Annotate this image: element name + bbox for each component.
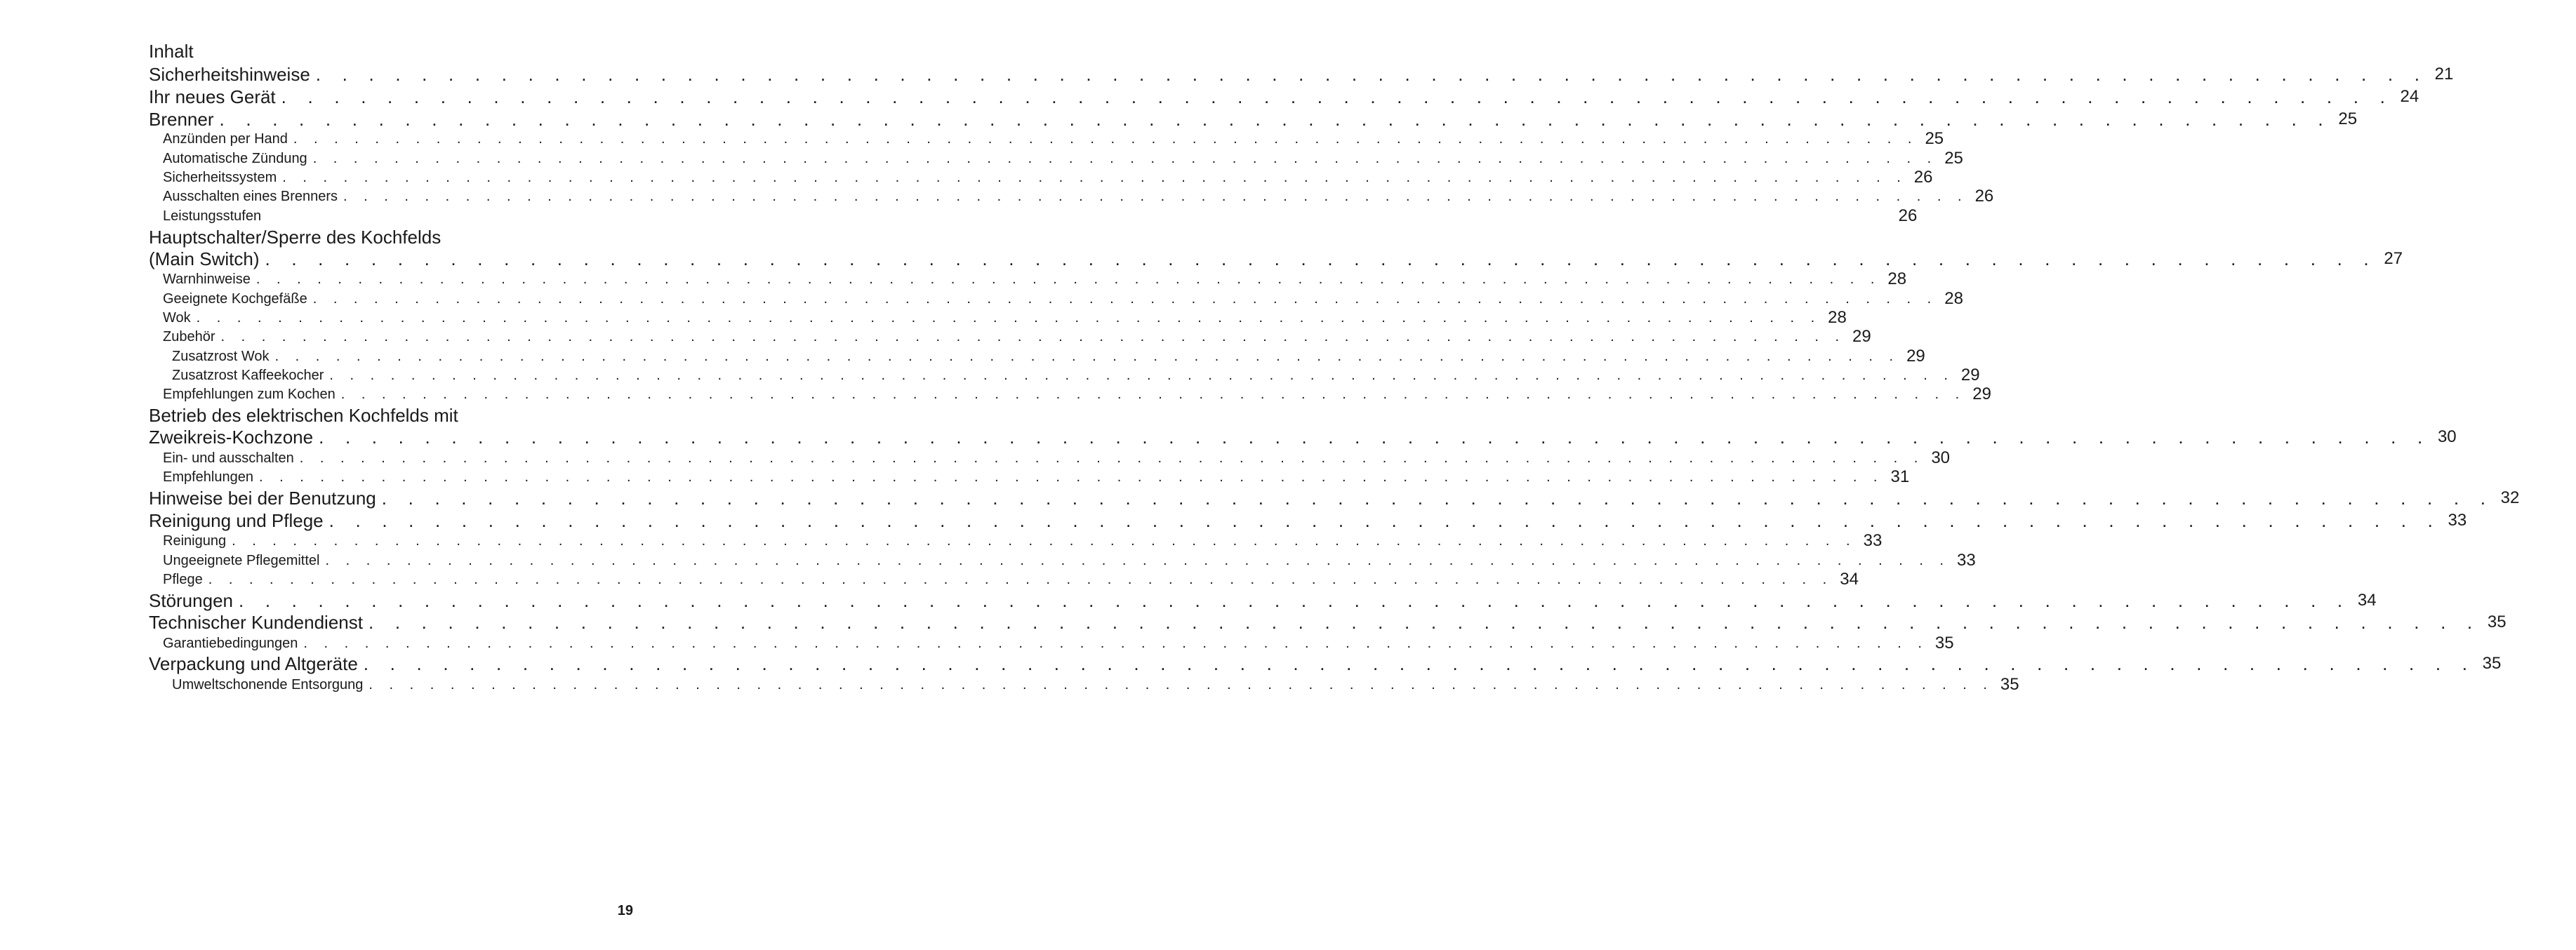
toc-entry-label: Störungen — [149, 589, 233, 611]
toc-entry-page: 35 — [2487, 613, 2507, 631]
toc-entry — [163, 383, 1991, 406]
dot-leader: . . . . . . . . . . . . . . . . . . . . . . . . . . . . . . . . . . . . . . . . . . . . . . . . . . . . . . . . . . . . . . . . . . . . . . . . . . . . . . . . — [265, 248, 2377, 269]
dot-leader: . . . . . . . . . . . . . . . . . . . . . . . . . . . . . . . . . . . . . . . . . . . . . . . . . . . . . . . . . . . . . . . . . . . . . . . . . . . . . . . . — [220, 328, 1846, 344]
toc-entry-page: 30 — [2437, 427, 2457, 446]
toc-entry-label: Sicherheitssystem — [163, 169, 277, 185]
toc-entry-label: Umweltschonende Entsorgung — [172, 676, 364, 693]
toc-entry-page: 26 — [1913, 168, 1933, 187]
toc-entry — [163, 205, 1918, 227]
toc-entry-page: 35 — [1934, 634, 1954, 653]
toc-entry-page: 35 — [2482, 654, 2502, 673]
toc-entry-label: Technischer Kundendienst — [149, 611, 363, 633]
toc-entry — [163, 568, 1859, 591]
toc-entry — [149, 63, 2454, 86]
toc-entry-label: Verpackung und Altgeräte — [149, 653, 358, 674]
table-of-contents — [149, 0, 2520, 772]
page-number: 19 — [617, 903, 633, 918]
toc-entry-page: 21 — [2434, 65, 2454, 83]
toc-entry-page: 26 — [1898, 206, 1918, 225]
toc-entry-label: Pflege — [163, 571, 203, 587]
toc-entry-page: 34 — [2357, 591, 2377, 610]
toc-entry-label: Garantiebedingungen — [163, 635, 298, 651]
toc-entry-page: 33 — [1863, 531, 1883, 550]
toc-entry-label: Ausschalten eines Brenners — [163, 188, 338, 204]
toc-entry-page: 35 — [2000, 675, 2019, 694]
toc-entry-label: Zusatzrost Wok — [172, 348, 270, 364]
toc-entry — [149, 404, 533, 427]
toc-entry-label: Automatische Zündung — [163, 150, 307, 166]
toc-entry-label: Leistungsstufen — [163, 208, 262, 224]
dot-leader: . . . . . . . . . . . . . . . . . . . . . . . . . . . . . . . . . . . . . . . . . . . . . . . . . . . . . . . . . . . . . . . . . . . . . . . . . . . . . . . . — [255, 271, 1881, 287]
toc-entry-label: Warnhinweise — [163, 271, 251, 287]
toc-entry-page: 33 — [1957, 551, 1976, 570]
toc-entry-label: Brenner — [149, 108, 214, 130]
dot-leader: . . . . . . . . . . . . . . . . . . . . . . . . . . . . . . . . . . . . . . . . . . . . . . . . . . . . . . . . . . . . . . . . . . . . . . . . . . . . . . . . — [281, 86, 2394, 107]
toc-entry-page: 27 — [2384, 249, 2403, 268]
toc-entry-label: Betrieb des elektrischen Kochfelds mit — [149, 404, 458, 426]
dot-leader: . . . . . . . . . . . . . . . . . . . . . . . . . . . . . . . . . . . . . . . . . . . . . . . . . . . . . . . . . . . . . . . . . . . . . . . . . . . . . . . . — [312, 150, 1938, 166]
dot-leader: . . . . . . . . . . . . . . . . . . . . . . . . . . . . . . . . . . . . . . . . . . . . . . . . . . . . . . . . . . . . . . . . . . . . . . . . . . . . . . . . — [219, 108, 2332, 130]
toc-entry-page: 32 — [2500, 488, 2520, 507]
toc-entry-page: 33 — [2448, 511, 2467, 530]
dot-leader: . . . . . . . . . . . . . . . . . . . . . . . . . . . . . . . . . . . . . . . . . . . . . . . . . . . . . . . . . . . . . . . . . . . . . . . . . . . . . . . . — [208, 571, 1833, 587]
dot-leader: . . . . . . . . . . . . . . . . . . . . . . . . . . . . . . . . . . . . . . . . . . . . . . . . . . . . . . . . . . . . . . . . . . . . . . . . . . . . . . . . — [258, 469, 1884, 485]
toc-entry-label: Empfehlungen zum Kochen — [163, 386, 336, 402]
dot-leader: . . . . . . . . . . . . . . . . . . . . . . . . . . . . . . . . . . . . . . . . . . . . . . . . . . . . . . . . . . . . . . . . . . . . . . . . . . . . . . . . — [319, 426, 2431, 448]
dot-leader: . . . . . . . . . . . . . . . . . . . . . . . . . . . . . . . . . . . . . . . . . . . . . . . . . . . . . . . . . . . . . . . . . . . . . . . . . . . . . . . . — [299, 450, 1925, 466]
dot-leader: . . . . . . . . . . . . . . . . . . . . . . . . . . . . . . . . . . . . . . . . . . . . . . . . . . . . . . . . . . . . . . . . . . . . . . . . . . . . . . . . — [196, 309, 1821, 326]
toc-entry — [149, 248, 2403, 270]
toc-entry-page: 24 — [2400, 87, 2419, 106]
dot-leader: . . . . . . . . . . . . . . . . . . . . . . . . . . . . . . . . . . . . . . . . . . . . . . . . . . . . . . . . . . . . . . . . . . . . . . . . . . . . . . . . — [343, 188, 1968, 204]
toc-entry-label: Reinigung — [163, 533, 227, 549]
toc-entry — [149, 226, 533, 248]
toc-entry-page: 25 — [1944, 149, 1963, 168]
toc-entry-label: (Main Switch) — [149, 248, 260, 269]
dot-leader: . . . . . . . . . . . . . . . . . . . . . . . . . . . . . . . . . . . . . . . . . . . . . . . . . . . . . . . . . . . . . . . . . . . . . . . . . . . . . . . . — [381, 487, 2494, 509]
toc-entry-page: 25 — [2338, 109, 2358, 128]
dot-leader: . . . . . . . . . . . . . . . . . . . . . . . . . . . . . . . . . . . . . . . . . . . . . . . . . . . . . . . . . . . . . . . . . . . . . . . . . . . . . . . . — [369, 676, 1993, 693]
toc-entry — [149, 86, 2419, 108]
toc-entry-label: Anzünden per Hand — [163, 131, 288, 147]
toc-entry-page: 28 — [1887, 269, 1907, 288]
toc-entry-label: Hauptschalter/Sperre des Kochfelds — [149, 226, 441, 248]
dot-leader: . . . . . . . . . . . . . . . . . . . . . . . . . . . . . . . . . . . . . . . . . . . . . . . . . . . . . . . . . . . . . . . . . . . . . . . . . . . . . . . . — [293, 131, 1918, 147]
toc-entry-page: 31 — [1890, 467, 1910, 486]
dot-leader: . . . . . . . . . . . . . . . . . . . . . . . . . . . . . . . . . . . . . . . . . . . . . . . . . . . . . . . . . . . . . . . . . . . . . . . . . . . . . . . . — [282, 169, 1907, 185]
dot-leader: . . . . . . . . . . . . . . . . . . . . . . . . . . . . . . . . . . . . . . . . . . . . . . . . . . . . . . . . . . . . . . . . . . . . . . . . . . . . . . . . — [312, 290, 1938, 307]
toc-entry-label: Ihr neues Gerät — [149, 86, 276, 107]
toc-entry-page: 28 — [1828, 308, 1847, 327]
dot-leader: . . . . . . . . . . . . . . . . . . . . . . . . . . . . . . . . . . . . . . . . . . . . . . . . . . . . . . . . . . . . . . . . . . . . . . . . . . . . . . . . — [368, 611, 2481, 633]
toc-entry-label: Geeignete Kochgefäße — [163, 290, 307, 307]
toc-entry-page: 30 — [1931, 448, 1951, 467]
toc-entry-page: 25 — [1925, 129, 1944, 148]
toc-entry — [149, 653, 2502, 675]
toc-entry-label: Hinweise bei der Benutzung — [149, 487, 376, 509]
toc-entry — [149, 589, 2377, 612]
page-title: Inhalt — [149, 41, 194, 62]
dot-leader: . . . . . . . . . . . . . . . . . . . . . . . . . . . . . . . . . . . . . . . . . . . . . . . . . . . . . . . . . . . . . . . . . . . . . . . . . . . . . . . . — [238, 589, 2351, 611]
toc-entry-label: Wok — [163, 309, 191, 326]
toc-entry-page: 28 — [1944, 289, 1963, 308]
dot-leader: . . . . . . . . . . . . . . . . . . . . . . . . . . . . . . . . . . . . . . . . . . . . . . . . . . . . . . . . . . . . . . . . . . . . . . . . . . . . . . . . — [328, 509, 2441, 531]
toc-entry-label: Empfehlungen — [163, 469, 253, 485]
toc-entry — [172, 674, 2019, 696]
toc-entry-label: Zubehör — [163, 328, 215, 344]
toc-entry-label: Zweikreis-Kochzone — [149, 426, 314, 448]
toc-entry — [149, 426, 2457, 448]
toc-entry — [149, 509, 2467, 532]
toc-entry-label: Sicherheitshinweise — [149, 63, 310, 85]
toc-entry-page: 29 — [1852, 327, 1871, 346]
toc-entry-label: Ein- und ausschalten — [163, 450, 294, 466]
toc-entry-page: 29 — [1960, 366, 1980, 384]
dot-leader: . . . . . . . . . . . . . . . . . . . . . . . . . . . . . . . . . . . . . . . . . . . . . . . . . . . . . . . . . . . . . . . . . . . . . . . . . . . . . . . . — [363, 653, 2476, 674]
dot-leader: . . . . . . . . . . . . . . . . . . . . . . . . . . . . . . . . . . . . . . . . . . . . . . . . . . . . . . . . . . . . . . . . . . . . . . . . . . . . . . . . — [232, 533, 1857, 549]
dot-leader: . . . . . . . . . . . . . . . . . . . . . . . . . . . . . . . . . . . . . . . . . . . . . . . . . . . . . . . . . . . . . . . . . . . . . . . . . . . . . . . . — [274, 348, 1900, 364]
toc-entry-label: Ungeeignete Pflegemittel — [163, 552, 320, 568]
dot-leader: . . . . . . . . . . . . . . . . . . . . . . . . . . . . . . . . . . . . . . . . . . . . . . . . . . . . . . . . . . . . . . . . . . . . . . . . . . . . . . . . — [315, 63, 2428, 85]
toc-entry — [163, 466, 1910, 488]
toc-entry-page: 34 — [1840, 570, 1859, 589]
dot-leader: . . . . . . . . . . . . . . . . . . . . . . . . . . . . . . . . . . . . . . . . . . . . . . . . . . . . . . . . . . . . . . . . . . . . . . . . . . . . . . . . — [329, 367, 1954, 383]
dot-leader: . . . . . . . . . . . . . . . . . . . . . . . . . . . . . . . . . . . . . . . . . . . . . . . . . . . . . . . . . . . . . . . . . . . . . . . . . . . . . . . . — [325, 552, 1950, 568]
dot-leader: . . . . . . . . . . . . . . . . . . . . . . . . . . . . . . . . . . . . . . . . . . . . . . . . . . . . . . . . . . . . . . . . . . . . . . . . . . . . . . . . — [340, 386, 1966, 402]
toc-entry-page: 29 — [1906, 347, 1925, 366]
toc-entry — [163, 632, 1954, 655]
toc-entry-label: Zusatzrost Kaffeekocher — [172, 367, 324, 383]
toc-entry-label: Reinigung und Pflege — [149, 509, 324, 531]
toc-entry-page: 26 — [1974, 187, 1994, 206]
toc-entry — [149, 611, 2507, 634]
toc-entry — [149, 487, 2520, 509]
dot-leader: . . . . . . . . . . . . . . . . . . . . . . . . . . . . . . . . . . . . . . . . . . . . . . . . . . . . . . . . . . . . . . . . . . . . . . . . . . . . . . . . — [303, 635, 1928, 651]
toc-entry-page: 29 — [1972, 384, 1991, 403]
